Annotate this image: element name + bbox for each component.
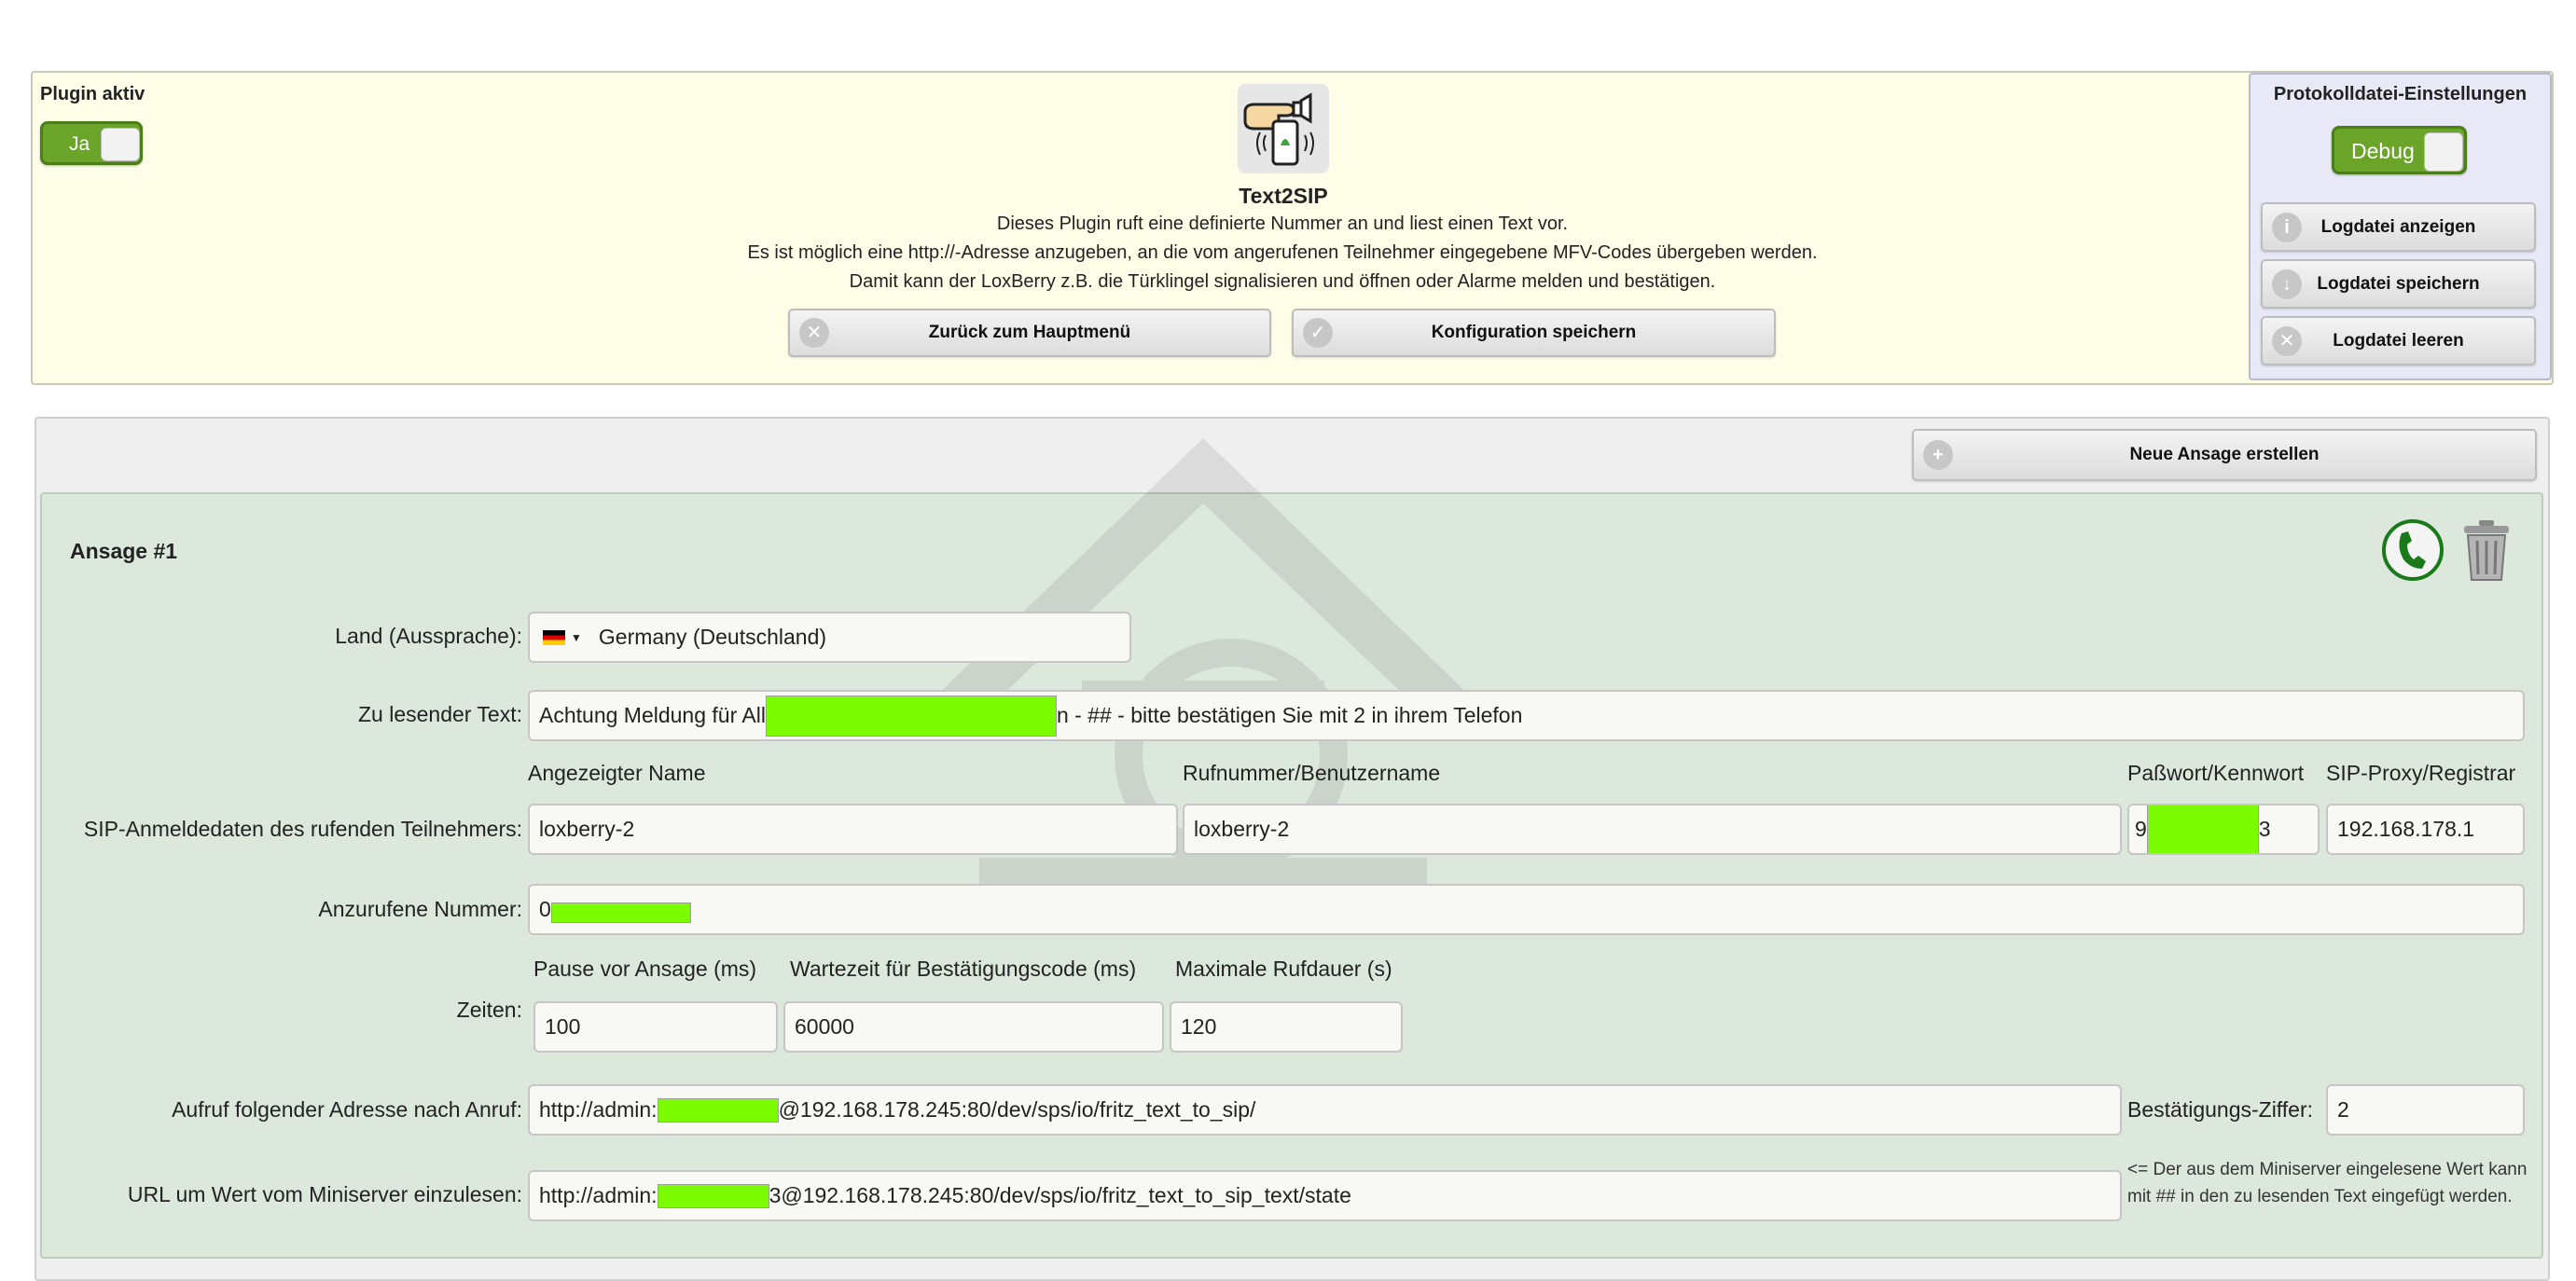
number-to-call-label: Anzurufene Nummer: [318, 897, 522, 921]
text-value-end: n - ## - bitte bestätigen Sie mit 2 in ihrem Telefon [1056, 703, 1523, 727]
clear-log-label: Logdatei leeren [2333, 330, 2464, 351]
toggle-knob [2424, 132, 2463, 172]
save-log-button[interactable] [2261, 259, 2536, 309]
clear-log-button[interactable] [2261, 316, 2536, 365]
download-icon: ↓ [2272, 269, 2302, 299]
display-name-value: loxberry-2 [539, 817, 635, 841]
pause-header: Pause vor Ansage (ms) [533, 957, 757, 981]
country-value: Germany (Deutschland) [598, 625, 827, 649]
log-settings-title: Protokolldatei-Einstellungen [2273, 84, 2528, 104]
new-announcement-label: Neue Ansage erstellen [2129, 445, 2320, 464]
text2sip-logo-icon [1238, 84, 1329, 173]
german-flag-icon [543, 630, 565, 645]
country-label: Land (Aussprache): [335, 624, 522, 648]
country-select[interactable] [528, 612, 1131, 663]
callback-url-label: Aufruf folgender Adresse nach Anruf: [172, 1097, 522, 1122]
plugin-active-label: Plugin aktiv [40, 84, 145, 104]
password-input[interactable] [2127, 804, 2320, 855]
max-duration-value: 120 [1181, 1014, 1217, 1039]
number-to-call-value: 0 [539, 897, 551, 921]
miniserver-url-label: URL um Wert vom Miniserver einzulesen: [127, 1182, 522, 1206]
redaction-block [658, 1098, 779, 1123]
sip-number-input[interactable] [1183, 804, 2122, 855]
close-icon: ✕ [2272, 326, 2302, 356]
password-header: Paßwort/Kennwort [2127, 761, 2305, 785]
sip-number-header: Rufnummer/Benutzername [1183, 761, 1441, 785]
plugin-toggle-label: Ja [69, 133, 90, 155]
miniserver-url-hint: <= Der aus dem Miniserver eingelesene Wert kann mit ## in den zu lesenden Text eingefügt werden. [2127, 1160, 2528, 1206]
times-label: Zeiten: [456, 998, 522, 1022]
redaction-block [658, 1184, 769, 1208]
log-level-toggle[interactable] [2332, 126, 2467, 174]
sip-proxy-input[interactable] [2326, 804, 2525, 855]
back-button-label: Zurück zum Hauptmenü [928, 323, 1131, 342]
password-value-end: 3 [2258, 817, 2271, 841]
sip-proxy-header: SIP-Proxy/Registrar [2326, 761, 2516, 785]
sip-proxy-value: 192.168.178.1 [2337, 817, 2475, 841]
sip-number-value: loxberry-2 [1194, 817, 1290, 841]
wait-time-header: Wartezeit für Bestätigungscode (ms) [790, 957, 1137, 981]
caret-down-icon: ▼ [571, 630, 582, 644]
close-icon: ✕ [799, 318, 829, 348]
confirm-digit-input[interactable] [2326, 1084, 2525, 1136]
wait-time-input[interactable] [783, 1001, 1164, 1053]
save-config-button[interactable] [1292, 309, 1776, 357]
display-name-header: Angezeigter Name [528, 761, 706, 785]
password-value-start: 9 [2135, 817, 2147, 841]
redaction-block [2147, 804, 2259, 855]
miniserver-url-start: http://admin: [539, 1183, 658, 1207]
show-log-label: Logdatei anzeigen [2320, 216, 2476, 237]
confirm-digit-value: 2 [2337, 1097, 2349, 1122]
show-log-button[interactable] [2261, 202, 2536, 252]
save-log-label: Logdatei speichern [2317, 273, 2480, 294]
new-announcement-button[interactable] [1912, 429, 2537, 481]
description-line: Dieses Plugin ruft eine definierte Nummer an und liest einen Text vor. [996, 214, 1569, 234]
back-to-main-menu-button[interactable] [788, 309, 1271, 357]
text-value-start: Achtung Meldung für All [539, 703, 766, 727]
trash-icon[interactable] [2460, 518, 2513, 582]
sip-credentials-label: SIP-Anmeldedaten des rufenden Teilnehmers: [83, 817, 522, 841]
callback-url-input[interactable] [528, 1084, 2122, 1136]
callback-url-end: @192.168.178.245:80/dev/sps/io/fritz_text_to_sip/ [778, 1097, 1256, 1122]
wait-time-value: 60000 [795, 1014, 854, 1039]
max-duration-input[interactable] [1170, 1001, 1403, 1053]
plugin-title: Text2SIP [1239, 184, 1328, 208]
number-to-call-input[interactable] [528, 884, 2525, 935]
miniserver-url-end: 3@192.168.178.245:80/dev/sps/io/fritz_text_to_sip_text/state [769, 1183, 1351, 1207]
check-icon: ✓ [1303, 318, 1333, 348]
description-line: Damit kann der LoxBerry z.B. die Türklingel signalisieren und öffnen oder Alarme melden und bestätigen. [849, 271, 1716, 292]
phone-call-icon[interactable] [2381, 518, 2444, 582]
announcement-title: Ansage #1 [70, 539, 178, 563]
miniserver-url-input[interactable] [528, 1170, 2122, 1221]
plugin-active-toggle[interactable] [40, 121, 143, 165]
text-to-read-input[interactable] [528, 690, 2525, 741]
display-name-input[interactable] [528, 804, 1178, 855]
info-icon: i [2272, 213, 2302, 242]
description-line: Es ist möglich eine http://-Adresse anzugeben, an die vom angerufenen Teilnehmer eingegebene MFV-Codes übergeben werden. [747, 242, 1818, 263]
plus-icon: + [1923, 440, 1953, 470]
pause-value: 100 [545, 1014, 581, 1039]
redaction-block [766, 696, 1057, 737]
max-duration-header: Maximale Rufdauer (s) [1175, 957, 1392, 981]
save-button-label: Konfiguration speichern [1431, 323, 1637, 342]
text-label: Zu lesender Text: [357, 702, 522, 726]
log-level-label: Debug [2351, 139, 2415, 163]
toggle-knob [101, 128, 140, 161]
redaction-block [551, 902, 691, 923]
pause-input[interactable] [533, 1001, 778, 1053]
callback-url-start: http://admin: [539, 1097, 658, 1122]
confirm-digit-label: Bestätigungs-Ziffer: [2127, 1097, 2314, 1122]
loxberry-watermark-icon [923, 420, 1483, 942]
